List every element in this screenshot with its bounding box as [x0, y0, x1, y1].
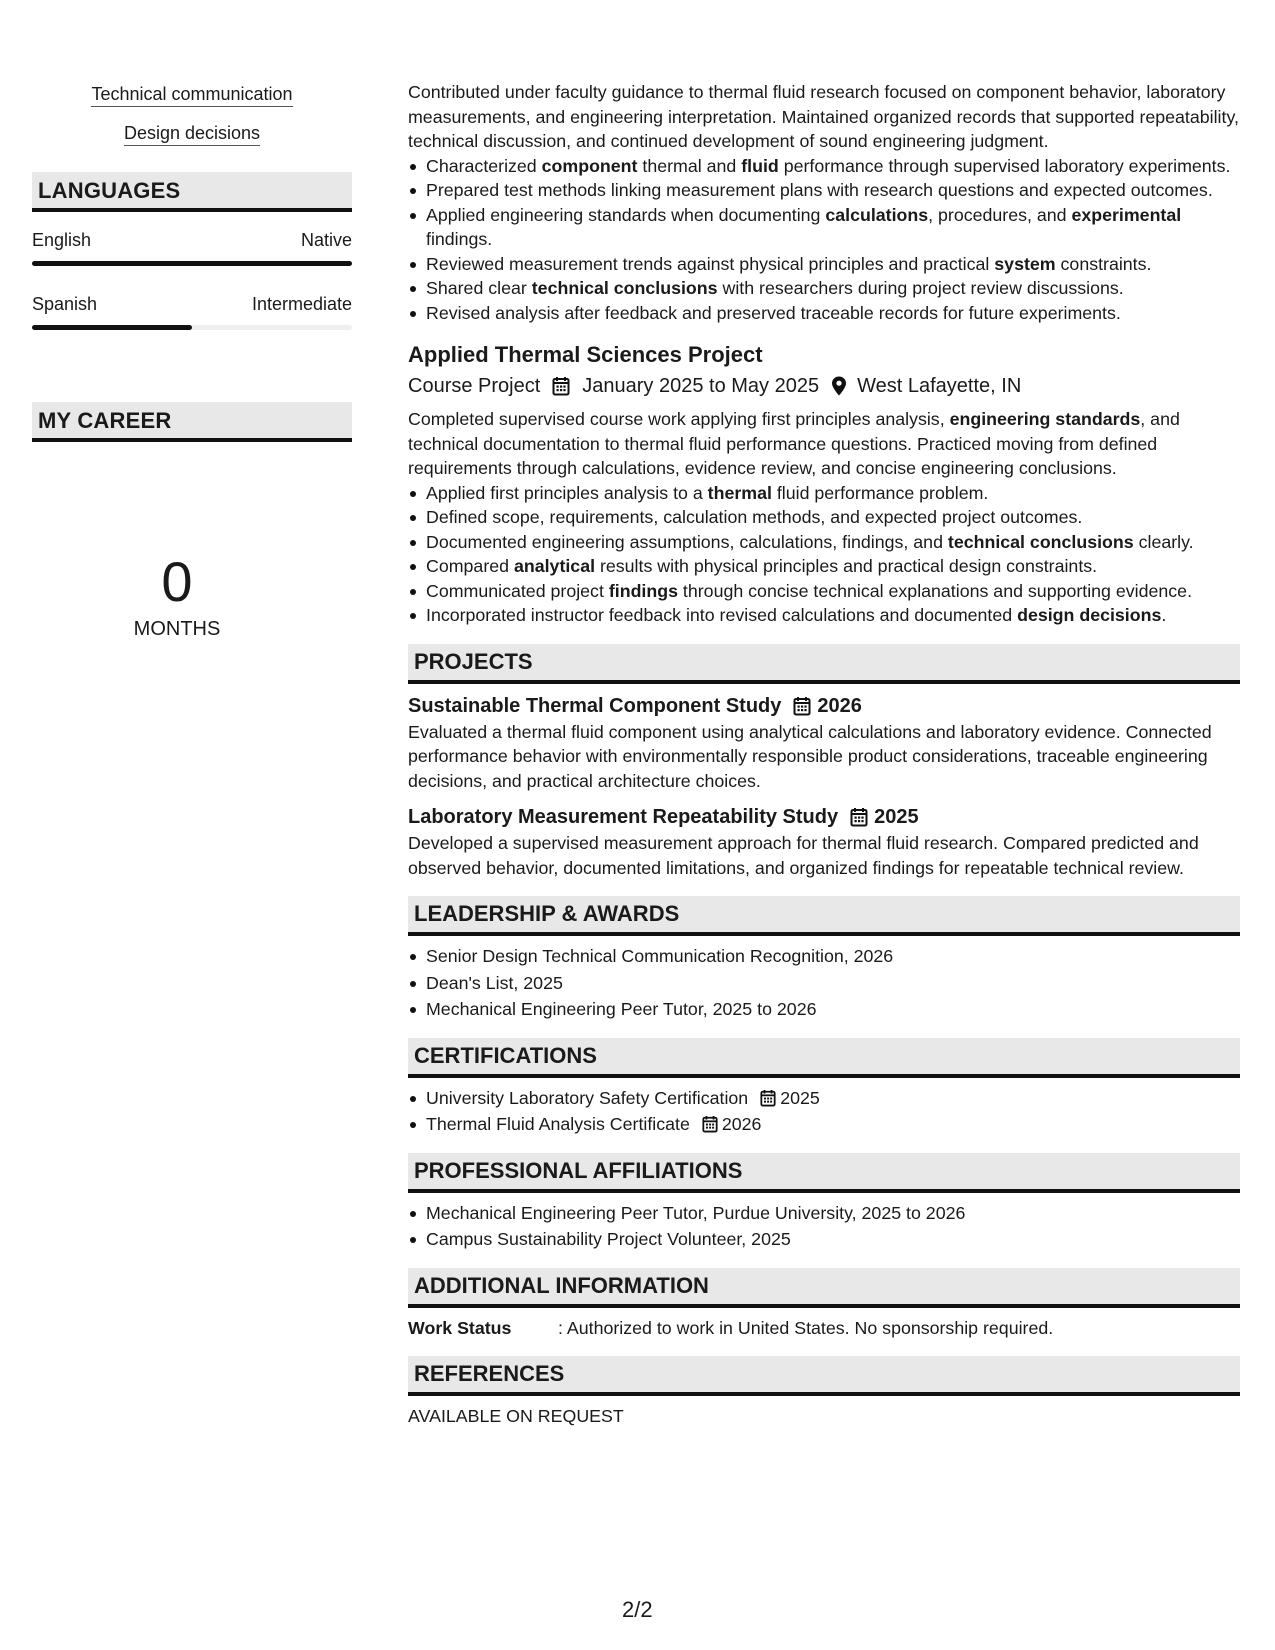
language-level: Native — [300, 230, 352, 250]
language-name: Spanish — [32, 294, 98, 314]
language-name: English — [32, 230, 92, 250]
bold-keyword: engineering standards — [949, 409, 1141, 429]
career-unit: MONTHS — [133, 618, 221, 640]
list-item: Mechanical Engineering Peer Tutor, Purdue University, 2025 to 2026 — [426, 1201, 1240, 1226]
text-segment: , and technical documentation to thermal fluid performance questions. Practiced moving from defined requirements through calculations, evidence review, and concise engineering conclusions. — [408, 409, 1180, 478]
bold-keyword: technical conclusions — [531, 278, 718, 298]
proficiency-bar — [32, 261, 352, 266]
bullet-item — [426, 276, 1240, 301]
text-segment: performance through supervised laboratory experiments. — [778, 155, 1231, 176]
project-title: Sustainable Thermal Component Study — [408, 694, 782, 717]
text-segment: constraints. — [1055, 253, 1152, 274]
language-level: Intermediate — [251, 294, 352, 314]
skill-link-design-decisions[interactable] — [32, 123, 352, 144]
project-title: Laboratory Measurement Repeatability Study — [408, 806, 839, 828]
course-project-location: West Lafayette, IN — [857, 375, 1022, 397]
text-segment: findings. — [426, 229, 493, 249]
bold-keyword: calculations — [825, 204, 929, 225]
language-english — [32, 230, 352, 266]
course-project-summary — [408, 407, 1240, 481]
text-segment: Communicated project — [426, 580, 609, 601]
bold-keyword: system — [994, 253, 1056, 274]
certification-year: 2025 — [780, 1087, 820, 1108]
certification-year: 2026 — [721, 1114, 762, 1134]
bold-keyword: component — [541, 155, 638, 176]
text-segment: Applied first principles analysis to a — [426, 482, 708, 503]
bold-keyword: design decisions — [1017, 605, 1162, 625]
bullet-item — [426, 154, 1240, 179]
bullet-item — [426, 301, 1240, 326]
language-spanish — [32, 294, 352, 330]
languages-heading: LANGUAGES — [32, 172, 352, 212]
project-year: 2026 — [817, 694, 862, 717]
bullet-item — [426, 603, 1240, 628]
course-project-type: Course Project — [408, 375, 541, 397]
list-item — [426, 1086, 1240, 1111]
course-project-meta — [408, 373, 1240, 399]
bullet-item — [426, 178, 1240, 203]
text-segment: with researchers during project review discussions. — [717, 278, 1124, 298]
text-segment: Characterized — [426, 155, 542, 176]
leadership-heading: LEADERSHIP & AWARDS — [408, 896, 1240, 936]
text-segment: Incorporated instructor feedback into revised calculations and documented — [426, 605, 1018, 625]
research-bullets — [408, 154, 1240, 326]
work-status-value: : Authorized to work in United States. No sponsorship required. — [558, 1317, 1054, 1338]
project-item — [408, 692, 1240, 794]
text-segment: Documented engineering assumptions, calculations, findings, and — [426, 531, 948, 552]
text-segment: Defined scope, requirements, calculation methods, and expected project outcomes. — [426, 507, 1083, 527]
page-number: 2/2 — [622, 1597, 653, 1622]
calendar-icon — [850, 807, 868, 827]
project-description: Developed a supervised measurement approach for thermal fluid research. Compared predicted and observed behavior, documented limitations, and organized findings for repeatable technical review. — [408, 833, 1199, 878]
bold-keyword: fluid — [741, 155, 779, 176]
bullet-item — [426, 481, 1240, 506]
certifications-list — [408, 1086, 1240, 1137]
affiliations-list — [408, 1201, 1240, 1252]
project-year: 2025 — [874, 806, 919, 828]
location-pin-icon — [831, 376, 847, 396]
right-column — [408, 80, 1240, 1429]
text-segment: , procedures, and — [928, 204, 1072, 225]
research-summary: Contributed under faculty guidance to thermal fluid research focused on component behavior, laboratory measurements, and engineering interpretation. Maintained organized records that supported repeatability, technical discussion, and continued development of sound engineering judgment. — [408, 82, 1239, 151]
bold-keyword: experimental — [1071, 204, 1182, 225]
text-segment: through concise technical explanations and supporting evidence. — [677, 580, 1193, 601]
certification-name: Thermal Fluid Analysis Certificate — [426, 1114, 690, 1134]
bullet-item — [426, 554, 1240, 579]
references-text: AVAILABLE ON REQUEST — [408, 1406, 624, 1426]
text-segment: Completed supervised course work applying first principles analysis, — [408, 409, 950, 429]
text-segment: . — [1161, 605, 1167, 625]
proficiency-bar — [32, 325, 352, 330]
skill-link-technical-communication[interactable] — [32, 84, 352, 105]
course-project-bullets — [408, 481, 1240, 628]
career-value: 0 — [161, 550, 193, 613]
bullet-item — [426, 530, 1240, 555]
text-segment: Applied engineering standards when documenting — [426, 204, 826, 225]
left-column — [32, 84, 352, 641]
text-segment: fluid performance problem. — [771, 482, 989, 503]
calendar-icon — [793, 696, 811, 716]
text-segment: Reviewed measurement trends against physical principles and practical — [426, 253, 995, 274]
bold-keyword: thermal — [707, 482, 772, 503]
text-segment: Prepared test methods linking measurement plans with research questions and expected outcomes. — [426, 180, 1213, 200]
bold-keyword: findings — [608, 580, 678, 601]
skill-label: Technical communication — [91, 84, 292, 107]
project-item — [408, 803, 1240, 880]
text-segment: Revised analysis after feedback and preserved traceable records for future experiments. — [426, 302, 1121, 323]
text-segment: thermal and — [637, 155, 742, 176]
project-description: Evaluated a thermal fluid component using analytical calculations and laboratory evidence. Connected performance behavior with environmentally responsible product considerations, traceable engineering decisions, and practical architecture choices. — [408, 721, 1212, 791]
bold-keyword: analytical — [513, 556, 596, 576]
text-segment: clearly. — [1133, 531, 1194, 552]
list-item: Dean's List, 2025 — [426, 971, 1240, 996]
list-item: Mechanical Engineering Peer Tutor, 2025 to 2026 — [426, 997, 1240, 1022]
proficiency-fill — [32, 261, 352, 266]
bold-keyword: technical conclusions — [947, 531, 1134, 552]
additional-info-heading: ADDITIONAL INFORMATION — [408, 1268, 1240, 1308]
work-status-label: Work Status — [408, 1317, 512, 1338]
references-heading: REFERENCES — [408, 1356, 1240, 1396]
certification-name: University Laboratory Safety Certification — [426, 1087, 749, 1108]
course-project-dates: January 2025 to May 2025 — [582, 375, 820, 397]
proficiency-fill — [32, 325, 192, 330]
calendar-icon — [552, 376, 570, 396]
leadership-list — [408, 944, 1240, 1022]
calendar-icon — [702, 1115, 718, 1133]
text-segment: Compared — [426, 556, 514, 576]
list-item: Campus Sustainability Project Volunteer, 2025 — [426, 1227, 1240, 1252]
certifications-heading: CERTIFICATIONS — [408, 1038, 1240, 1078]
bullet-item — [426, 579, 1240, 604]
skill-label: Design decisions — [124, 123, 260, 146]
text-segment: results with physical principles and practical design constraints. — [595, 556, 1098, 576]
career-heading: MY CAREER — [32, 402, 352, 442]
bullet-item — [426, 203, 1240, 252]
bullet-item — [426, 505, 1240, 530]
list-item: Senior Design Technical Communication Recognition, 2026 — [426, 944, 1240, 969]
text-segment: Shared clear — [426, 278, 532, 298]
bullet-item — [426, 252, 1240, 277]
affiliations-heading: PROFESSIONAL AFFILIATIONS — [408, 1153, 1240, 1193]
list-item — [426, 1112, 1240, 1137]
work-status-row — [408, 1316, 1240, 1341]
projects-heading: PROJECTS — [408, 644, 1240, 684]
calendar-icon — [760, 1089, 776, 1107]
course-project-title: Applied Thermal Sciences Project — [408, 342, 763, 367]
